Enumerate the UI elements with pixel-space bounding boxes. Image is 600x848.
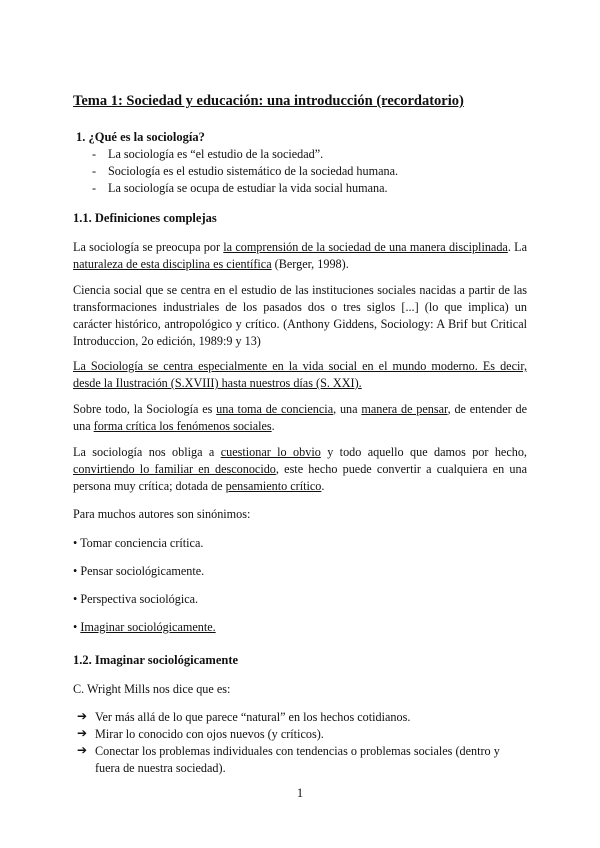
paragraph-sinonimos: Para muchos autores son sinónimos: xyxy=(73,507,251,521)
text-run: . La xyxy=(507,240,527,254)
bullet-marker: • xyxy=(73,620,81,634)
underlined-text: naturaleza de esta disciplina es científica xyxy=(73,257,272,271)
text-run: , de entender de una xyxy=(73,402,527,433)
underlined-text: Imaginar sociológicamente. xyxy=(80,620,216,634)
bullet-item: • Tomar conciencia crítica. xyxy=(73,536,204,550)
text-run: , una xyxy=(333,402,362,416)
dash-marker: - xyxy=(92,147,97,161)
underlined-text: manera de pensar xyxy=(361,402,448,416)
text-run: y todo aquello que damos por hecho, xyxy=(320,445,527,459)
arrow-list-item: Conectar los problemas individuales con tendencias o problemas sociales (dentro y fuera de nuestra sociedad). xyxy=(95,744,500,775)
underlined-text: una toma de conciencia xyxy=(216,402,334,416)
text-run: . xyxy=(271,419,275,433)
dash-marker: - xyxy=(92,181,97,195)
arrow-icon: ➔ xyxy=(77,743,88,757)
arrow-icon: ➔ xyxy=(77,709,88,723)
page-title: Tema 1: Sociedad y educación: una introducción (recordatorio) xyxy=(73,93,464,109)
page-number: 1 xyxy=(296,786,304,800)
bullet-item: • Perspectiva sociológica. xyxy=(73,592,199,606)
section-1-1-heading: 1.1. Definiciones complejas xyxy=(73,211,217,225)
arrow-list-item: Mirar lo conocido con ojos nuevos (y críticos). xyxy=(95,727,324,741)
bullet-item xyxy=(73,620,216,635)
arrow-icon: ➔ xyxy=(77,726,88,740)
text-run: Sobre todo, la Sociología es xyxy=(73,402,217,416)
text-run: La sociología se preocupa por xyxy=(73,240,224,254)
list-item: La sociología se ocupa de estudiar la vida social humana. xyxy=(108,181,388,195)
text-run: , este hecho puede convertir a cualquiera en una persona muy crítica; dotada de xyxy=(73,462,527,493)
arrow-list-item: Ver más allá de lo que parece “natural” en los hechos cotidianos. xyxy=(95,710,411,724)
section-1-2-heading: 1.2. Imaginar sociológicamente xyxy=(73,653,239,667)
underlined-text: pensamiento crítico xyxy=(225,479,322,493)
underlined-text: la comprensión de la sociedad de una manera disciplinada xyxy=(223,240,508,254)
text-run: . xyxy=(321,479,325,493)
list-item: La sociología es “el estudio de la sociedad”. xyxy=(108,147,324,161)
section-1-heading: 1. ¿Qué es la sociología? xyxy=(76,130,205,144)
text-run: La sociología nos obliga a xyxy=(73,445,221,459)
dash-marker: - xyxy=(92,164,97,178)
text-run: (Berger, 1998). xyxy=(271,257,349,271)
list-item: Sociología es el estudio sistemático de la sociedad humana. xyxy=(108,164,399,178)
paragraph-mills: C. Wright Mills nos dice que es: xyxy=(73,682,231,696)
paragraph-berger xyxy=(73,239,527,273)
bullet-item: • Pensar sociológicamente. xyxy=(73,564,205,578)
paragraph-toma-conciencia xyxy=(73,401,527,435)
paragraph-modern-world: La Sociología se centra especialmente en la vida social en el mundo moderno. Es decir, desde la Ilustración (S.XVIII) hasta nuestros días (S. XXI). xyxy=(73,359,527,390)
underlined-text: cuestionar lo obvio xyxy=(220,445,321,459)
paragraph-cuestionar xyxy=(73,444,527,495)
underlined-text: convirtiendo lo familiar en desconocido xyxy=(73,462,276,476)
underlined-text: forma crítica los fenómenos sociales xyxy=(93,419,272,433)
paragraph-giddens: Ciencia social que se centra en el estudio de las instituciones sociales nacidas a partir de las transformaciones industriales de los pasados dos o tres siglos [...] (lo que implica) un carácter histórico, antropológico y crítico. (Anthony Giddens, Sociology: A Brif but Critical Introduccion, 2o edición, 1989:9 y 13) xyxy=(73,283,527,348)
